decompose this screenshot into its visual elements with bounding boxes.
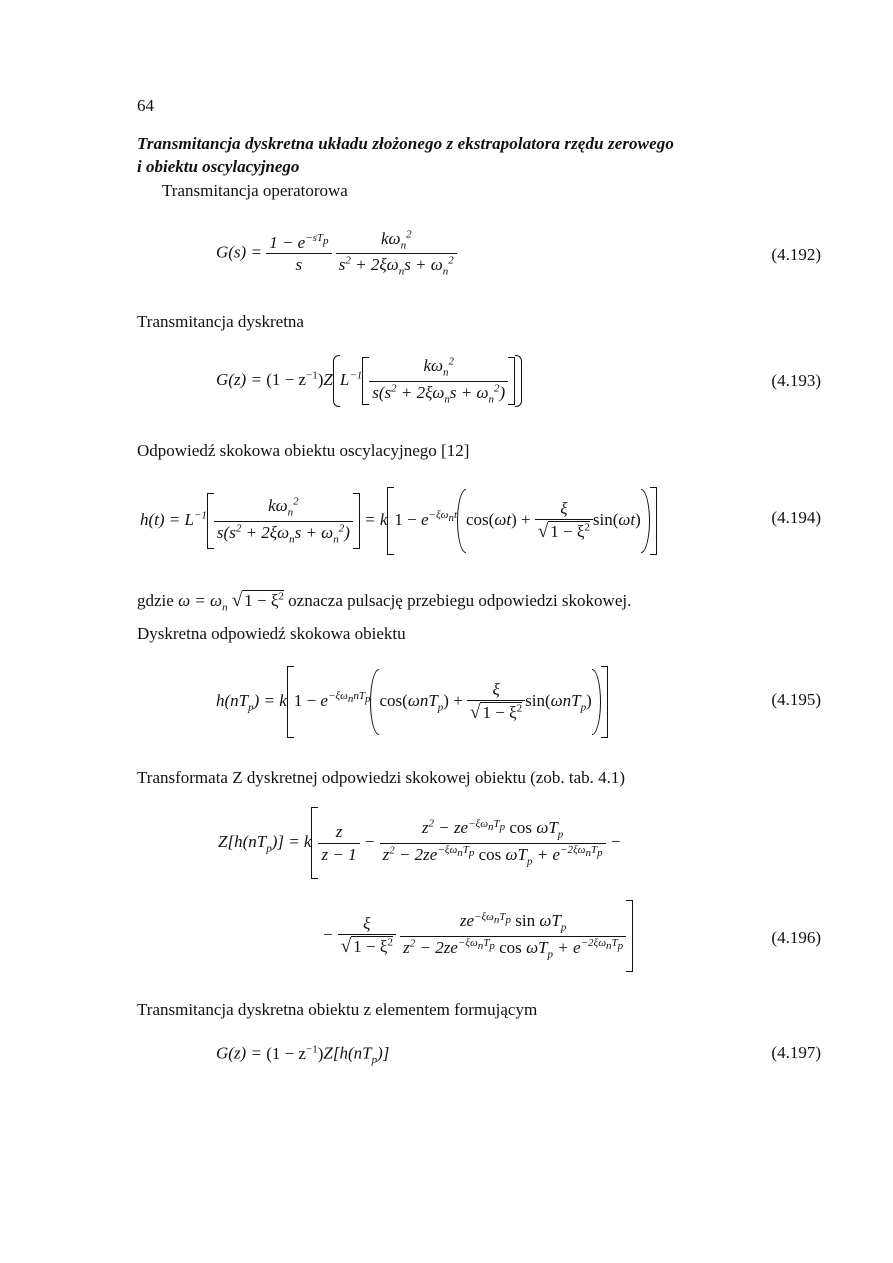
equation-4-197: $G(z) = (1 - z^{-1})Z[h(nT_p)]$ — [216, 1043, 390, 1067]
section-heading-line2: i obiektu oscylacyjnego — [137, 157, 300, 176]
section-heading-line1: Transmitancja dyskretna układu złożonego z ekstrapolatora rzędu zerowego — [137, 134, 674, 153]
equation-number-4-193: (4.193) — [771, 371, 821, 390]
equation-number-4-197: (4.197) — [771, 1043, 821, 1062]
gdzie-prefix: gdzie — [137, 591, 174, 610]
equation-4-193: $G(z) = (1 - z^{-1})Z$ $L^{-1}$ $\frac{k\omega_n^2}{s(s^2 + 2\xi\omega_ns + \omega_n^2)}$ — [216, 355, 522, 407]
label-dyskretna: Transmitancja dyskretna — [137, 312, 304, 331]
label-dyskretna-odpowiedz: Dyskretna odpowiedź skokowa obiektu — [137, 624, 406, 643]
equation-4-196-line1: $Z[h(nT_p)] = k$ $\frac{z}{z - 1}$ − $\frac{z^2 - ze^{-\xi\omega_nT_p} \cos \omega T_p}{z^2 - 2ze^{-\xi\omega_nT_p} \cos \omega T_p + e^{-2\xi\omega_nT_p}}$ − — [218, 807, 621, 879]
equation-4-195: $h(nT_p) = k$ $1 - e^{-\xi\omega_nnT_p}$ cos(ωnT$_p$) + $\frac{\xi}{√ 1 - \xi^2}$ sin(ωnT$_p$) — [216, 666, 608, 738]
omega-definition: $\omega = \omega_n$ √ $1 - \xi^2$ — [178, 590, 284, 614]
label-element-formujacy: Transmitancja dyskretna obiektu z elementem formującym — [137, 1000, 538, 1019]
equation-4-196-line2: − $\frac{\xi}{√ 1 - \xi^2}$ $\frac{ze^{-\xi\omega_nT_p} \sin \omega T_p}{z^2 - 2ze^{-\xi\omega_nT_p} \cos \omega T_p + e^{-2\xi\omega_nT_p}}$ — [322, 900, 633, 972]
label-odpowiedz-skokowa: Odpowiedź skokowa obiektu oscylacyjnego [12] — [137, 441, 470, 460]
gdzie-suffix: oznacza pulsację przebiegu odpowiedzi skokowej. — [288, 591, 632, 610]
equation-4-194: $h(t) = L^{-1}$ $\frac{k\omega_n^2}{s(s^2 + 2\xi\omega_ns + \omega_n^2)}$ = k $1 - e^{-\xi\omega_nt}$ cos(ωt) + $\frac{\xi}{√ 1 - \xi^2}$ sin(ωt) — [140, 487, 657, 555]
equation-number-4-194: (4.194) — [771, 508, 821, 527]
gdzie-line — [137, 590, 631, 613]
equation-number-4-192: (4.192) — [771, 245, 821, 264]
label-operatorowa: Transmitancja operatorowa — [162, 181, 348, 200]
equation-number-4-195: (4.195) — [771, 690, 821, 709]
equation-4-192: G(s) = $\frac{1 - e^{-sT_p}}{s}$ $\frac{k\omega_n^2}{s^2 + 2\xi\omega_ns + \omega_n^2}$ — [216, 228, 457, 279]
page-number: 64 — [137, 96, 154, 115]
equation-number-4-196: (4.196) — [771, 928, 821, 947]
label-transformata: Transformata Z dyskretnej odpowiedzi skokowej obiektu (zob. tab. 4.1) — [137, 768, 626, 787]
